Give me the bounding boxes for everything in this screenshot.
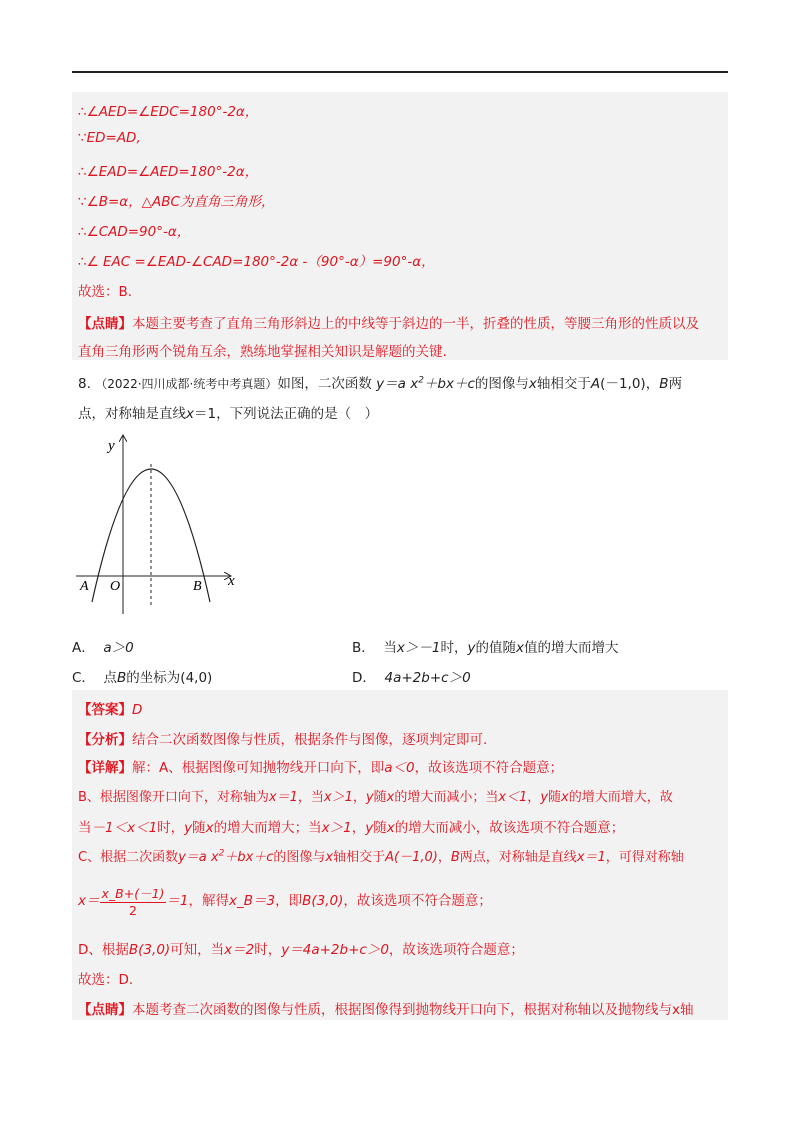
prev-line-7: 故选：B. [78, 284, 133, 300]
analysis-line: 【分析】结合二次函数图像与性质，根据条件与图像，逐项判定即可. [78, 732, 488, 748]
detail-c-line-2: x＝ $\frac{x\_B+(-1)}{2}$ ＝1，解得x_B＝3，即B(3,0)，故该选项不符合题意； [78, 886, 492, 918]
detail-b-line-1: B、根据图像开口向下，对称轴为x＝1，当x＞1，y随x的增大而减小；当x＜1，y随x的增大而增大，故 [78, 790, 673, 805]
question-line-1: 8. （2022·四川成都·统考中考真题）如图，二次函数 y＝a $x^2+bx+c$的图像与x轴相交于A(－1,0)，B两 [78, 375, 682, 392]
prev-line-4: ∵∠B=α，△ABC为直角三角形， [78, 194, 275, 210]
fraction: $\frac{x\_B+(-1)}{2}$ [101, 886, 165, 918]
point-a-label: A [80, 579, 89, 594]
prev-line-3: ∴∠EAD=∠AED=180°-2α， [78, 164, 259, 180]
prev-line-6: ∴∠ EAC =∠EAD-∠CAD=180°-2α -（90°-α）=90°-α， [78, 254, 435, 270]
choose-line: 故选：D. [78, 972, 134, 988]
option-c[interactable]: C． 点B的坐标为(4,0) [72, 670, 213, 686]
prev-comment-1: 【点睛】本题主要考查了直角三角形斜边上的中线等于斜边的一半，折叠的性质，等腰三角形的性质以及 [78, 316, 699, 332]
header-rule [72, 71, 728, 73]
prev-comment-2: 直角三角形两个锐角互余，熟练地掌握相关知识是解题的关键. [78, 344, 447, 360]
option-d[interactable]: D． 4a+2b+c＞0 [352, 670, 471, 686]
origin-label: O [110, 579, 121, 594]
comment-line: 【点睛】本题考查二次函数的图像与性质，根据图像得到抛物线开口向下，根据对称轴以及抛物线与x轴 [78, 1002, 694, 1018]
detail-c-line-1: C、根据二次函数y＝a $x^2+bx+c$的图像与x轴相交于A(－1,0)，B两点，对称轴是直线x＝1，可得对称轴 [78, 848, 684, 865]
detail-b-line-2: 当－1＜x＜1时，y随x的增大而增大；当x＞1，y随x的增大而减小，故该选项不符合题意； [78, 820, 625, 836]
parabola-figure [72, 430, 252, 620]
detail-d-line: D、根据B(3,0)可知，当x＝2时，y＝4a+2b+c＞0，故该选项符合题意； [78, 942, 524, 958]
x-label: x [228, 573, 235, 589]
prev-line-5: ∴∠CAD=90°-α， [78, 224, 191, 240]
prev-line-2: ∵ED=AD, [78, 130, 141, 146]
option-b[interactable]: B． 当x＞－1时，y的值随x值的增大而增大 [352, 640, 619, 656]
question-line-2: 点，对称轴是直线x＝1，下列说法正确的是（ ） [78, 406, 379, 422]
point-b-label: B [193, 579, 202, 594]
answer-line: 【答案】D [78, 702, 143, 718]
detail-a-line: 【详解】解：A、根据图像可知抛物线开口向下，即a＜0，故该选项不符合题意； [78, 760, 564, 776]
prev-line-1: ∴∠AED=∠EDC=180°-2α， [78, 104, 259, 120]
option-a[interactable]: A． a＞0 [72, 640, 134, 656]
y-label: y [108, 438, 115, 454]
